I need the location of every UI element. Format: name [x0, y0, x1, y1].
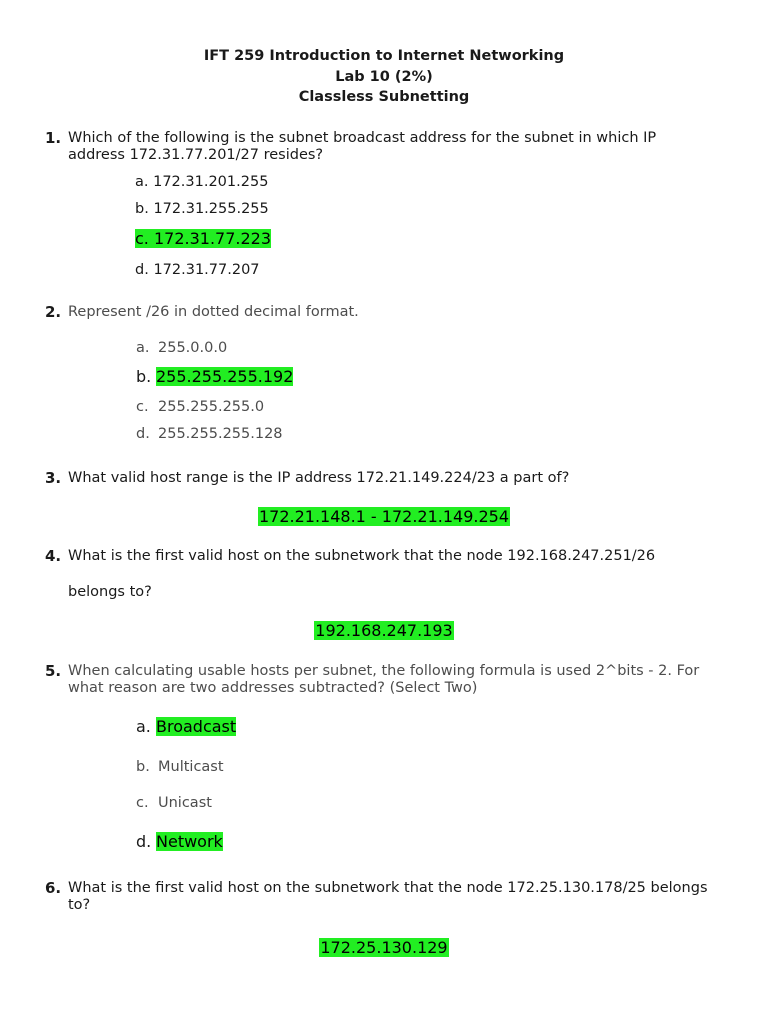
- option-d: [135, 261, 260, 279]
- option-b: [135, 200, 269, 218]
- question-number: 1.: [45, 129, 62, 147]
- question-number: 4.: [45, 547, 62, 565]
- option-b: [136, 758, 224, 776]
- option-value: Broadcast: [156, 717, 237, 736]
- course-title: IFT 259 Introduction to Internet Networking: [203, 48, 565, 64]
- option-c: [136, 398, 264, 416]
- question-number: 2.: [45, 303, 62, 321]
- option-value: Multicast: [158, 759, 224, 775]
- option-a-correct: [136, 717, 236, 737]
- option-d-correct: [136, 832, 223, 852]
- option-letter: c.: [135, 229, 149, 248]
- highlighted-answer: [156, 717, 236, 736]
- question-number: 6.: [45, 879, 62, 897]
- option-letter: b.: [136, 759, 150, 775]
- option-letter: b.: [136, 367, 152, 386]
- option-letter: a.: [136, 717, 151, 736]
- highlighted-answer: [135, 229, 271, 248]
- option-a: [135, 173, 268, 191]
- question-text: What is the first valid host on the subnetwork that the node 192.168.247.251/26: [68, 548, 656, 564]
- highlighted-answer: 172.25.130.129: [320, 938, 448, 957]
- question-text: What is the first valid host on the subnetwork that the node 172.25.130.178/25 belongs to?: [68, 880, 708, 913]
- topic-title: Classless Subnetting: [298, 89, 470, 105]
- option-letter: a.: [136, 340, 150, 356]
- question-text: What valid host range is the IP address 172.21.149.224/23 a part of?: [68, 470, 570, 486]
- lab-title: Lab 10 (2%): [335, 68, 433, 85]
- option-value: 172.31.255.255: [153, 201, 269, 217]
- question-4: [45, 548, 705, 568]
- question-1: [45, 130, 705, 170]
- highlighted-answer: [156, 832, 223, 851]
- question-text: Represent /26 in dotted decimal format.: [68, 304, 359, 320]
- option-letter: a.: [135, 174, 149, 190]
- question-text: When calculating usable hosts per subnet, the following formula is used 2^bits - 2. For what reason are two addresses subtracted? (Select Two): [68, 663, 700, 696]
- question-5: [45, 663, 705, 703]
- question-text: Which of the following is the subnet broadcast address for the subnet in which IP address 172.31.77.201/27 resides?: [68, 130, 657, 163]
- question-3: [45, 470, 705, 490]
- question-4-continued: [45, 584, 705, 604]
- question-6: [45, 879, 708, 920]
- document-header: [0, 46, 768, 108]
- option-b-correct: [136, 367, 293, 387]
- option-value: 255.255.255.192: [156, 367, 294, 386]
- option-c: [136, 794, 212, 812]
- option-value: 172.31.77.223: [153, 229, 272, 248]
- answer-3: [0, 507, 768, 527]
- option-letter: d.: [136, 832, 152, 851]
- option-value: Network: [156, 832, 223, 851]
- option-value: 172.31.77.207: [153, 262, 260, 278]
- option-letter: c.: [136, 795, 149, 811]
- question-number: 5.: [45, 662, 62, 680]
- answer-6: [0, 938, 768, 958]
- question-2: [45, 304, 705, 324]
- option-value: 255.255.255.128: [158, 426, 283, 442]
- option-a: [136, 339, 227, 357]
- option-value: 255.0.0.0: [158, 340, 228, 356]
- option-value: Unicast: [158, 795, 212, 811]
- option-c-correct: [135, 229, 271, 249]
- option-letter: d.: [136, 426, 150, 442]
- question-number: 3.: [45, 469, 62, 487]
- option-value: 255.255.255.0: [158, 399, 265, 415]
- option-letter: b.: [135, 201, 149, 217]
- question-text: belongs to?: [68, 584, 152, 600]
- option-d: [136, 425, 283, 443]
- answer-4: [0, 621, 768, 641]
- highlighted-answer: [156, 367, 293, 386]
- option-value: 172.31.201.255: [153, 174, 269, 190]
- highlighted-answer: 172.21.148.1 - 172.21.149.254: [258, 507, 510, 526]
- option-letter: c.: [136, 399, 149, 415]
- highlighted-answer: 192.168.247.193: [315, 621, 453, 640]
- option-letter: d.: [135, 262, 149, 278]
